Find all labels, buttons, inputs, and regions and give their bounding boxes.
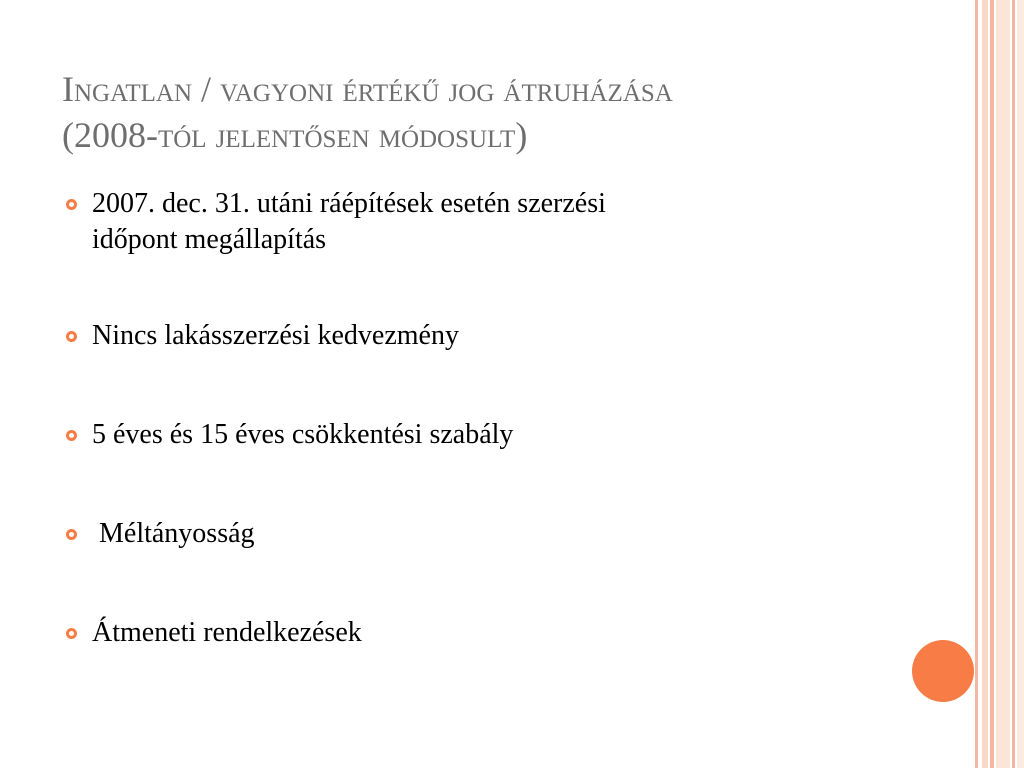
slide-title-line: Ingatlan / vagyoni értékű jog átruházása: [62, 69, 673, 109]
decorative-stripe: [982, 0, 988, 768]
bullet-text: 5 éves és 15 éves csökkentési szabály: [92, 419, 514, 450]
bullet-item: [64, 318, 924, 354]
decorative-stripe: [1017, 0, 1024, 768]
decorative-stripe: [996, 0, 1010, 768]
bullet-item: [64, 186, 924, 258]
bullet-list: [64, 186, 924, 651]
hollow-circle-icon: [66, 529, 77, 540]
bullet-text: időpont megállapítás: [92, 224, 327, 255]
hollow-circle-icon: [66, 628, 77, 639]
bullet-text: Átmeneti rendelkezések: [92, 617, 362, 648]
slide-title-line: (2008-tól jelentősen módosult): [62, 115, 528, 155]
decorative-stripe: [1012, 0, 1015, 768]
bullet-text: 2007. dec. 31. utáni ráépítések esetén szerzési: [92, 188, 606, 219]
decorative-stripe: [990, 0, 994, 768]
bullet-item: [64, 516, 924, 552]
decorative-stripe: [975, 0, 978, 768]
hollow-circle-icon: [66, 331, 77, 342]
slide-title: [62, 66, 942, 158]
bullet-item: [64, 615, 924, 651]
bullet-text: Nincs lakásszerzési kedvezmény: [92, 320, 459, 351]
hollow-circle-icon: [66, 199, 77, 210]
bullet-text: Méltányosság: [92, 518, 255, 549]
bullet-item: [64, 417, 924, 453]
hollow-circle-icon: [66, 430, 77, 441]
